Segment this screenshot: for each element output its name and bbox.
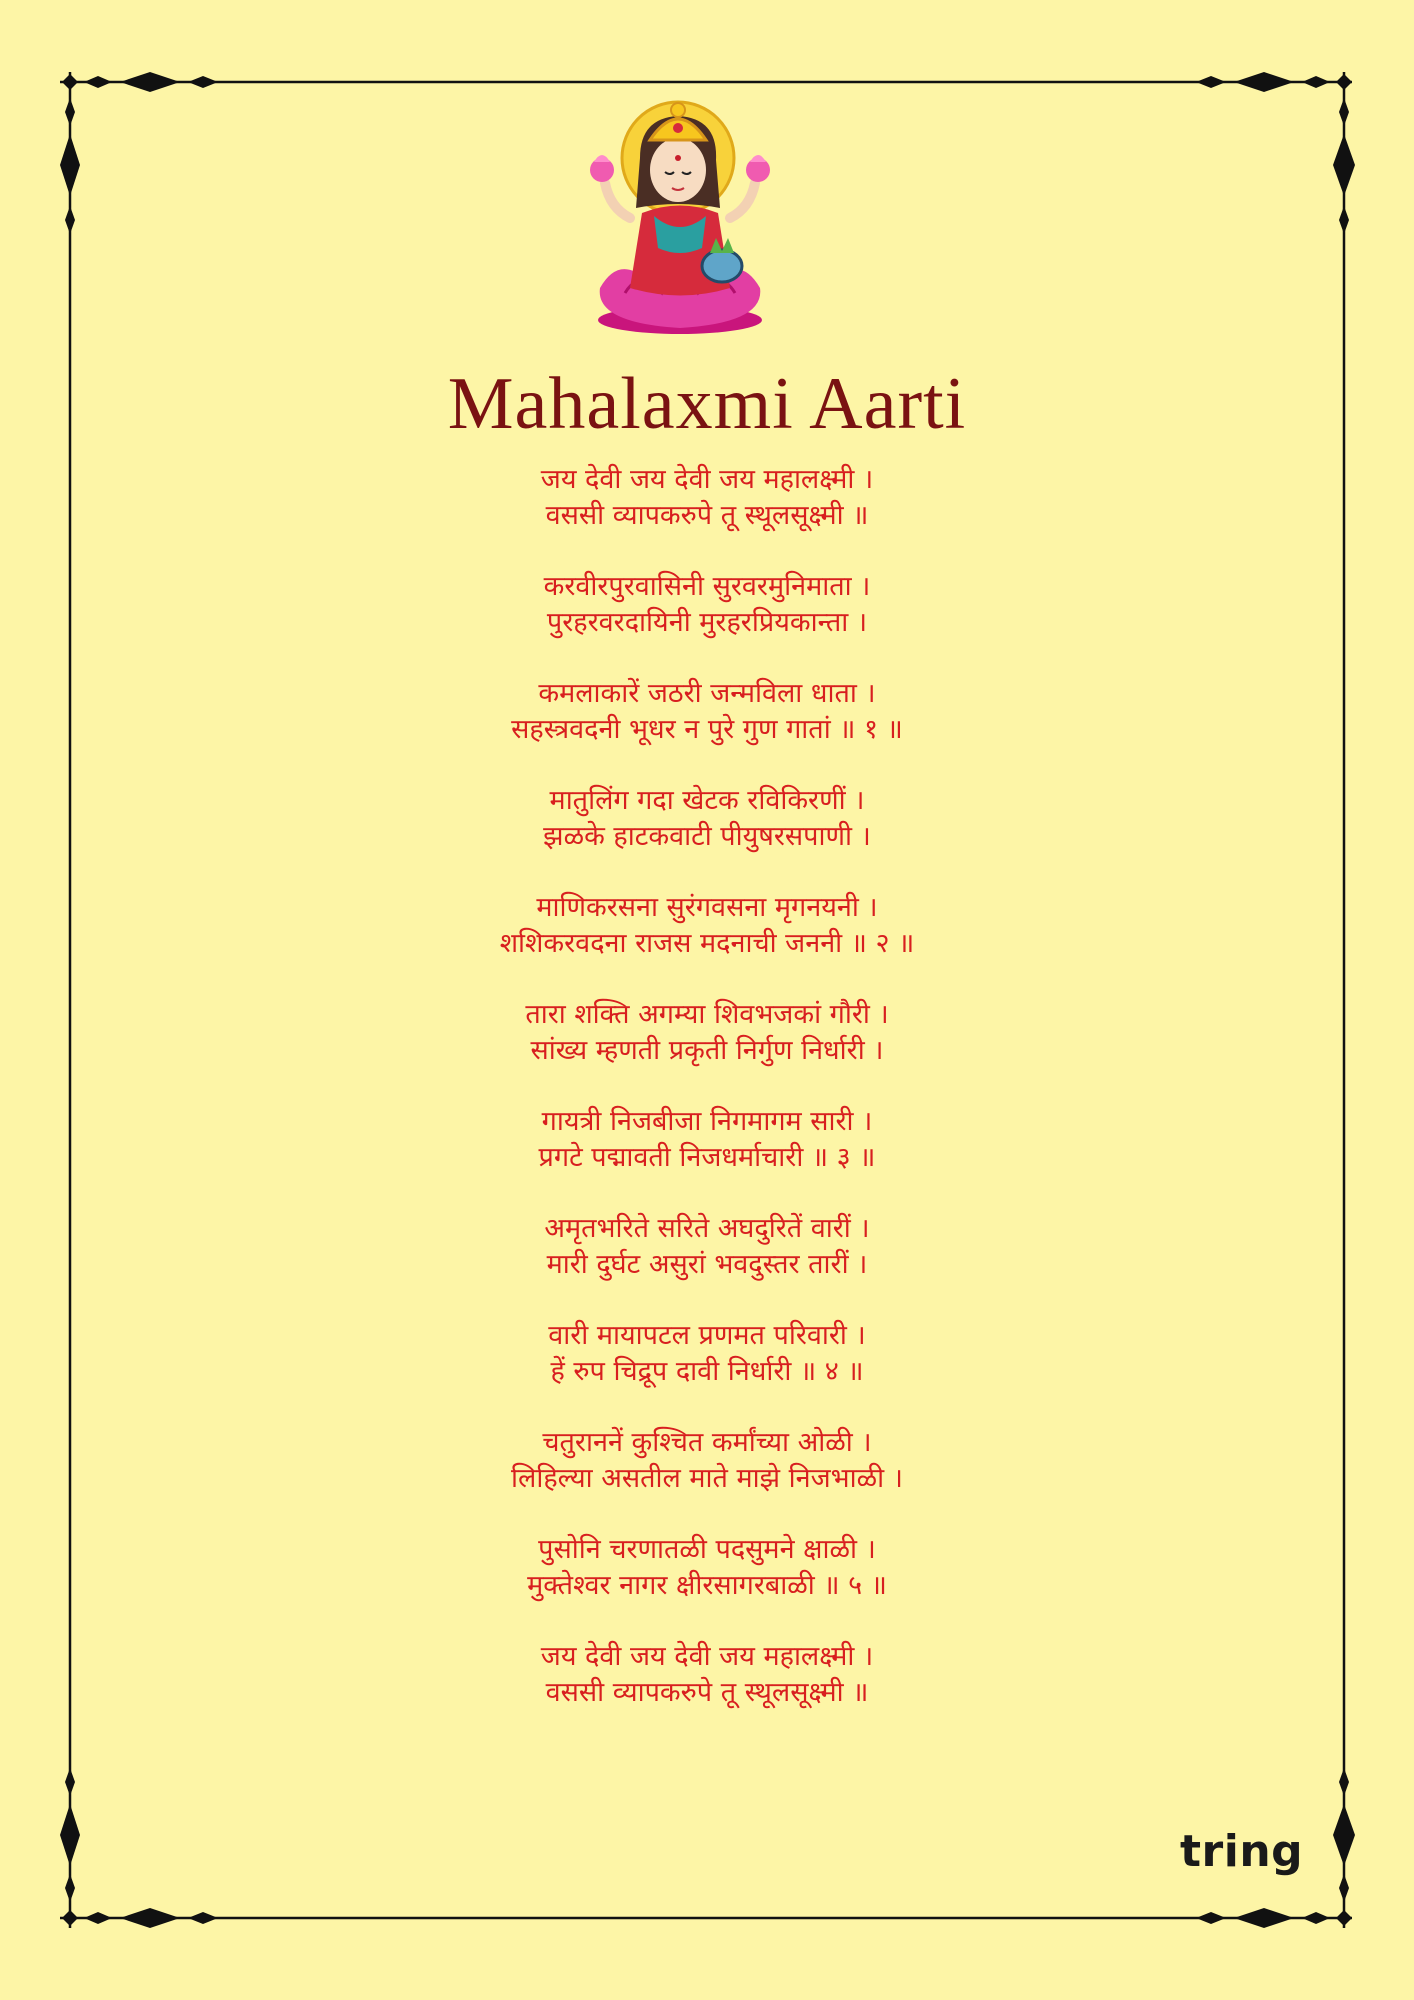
verse-line: कमलाकारें जठरी जन्मविला धाता । — [538, 678, 876, 709]
brand-logo: tring — [1180, 1826, 1304, 1877]
page-title: Mahalaxmi Aarti — [447, 363, 967, 445]
verse-line: मातुलिंग गदा खेटक रविकिरणीं । — [549, 785, 865, 816]
stanza — [0, 462, 1414, 569]
verse-line: चतुराननें कुश्चित कर्मांच्या ओळी । — [542, 1427, 872, 1458]
stanza — [0, 997, 1414, 1104]
verse-line: तारा शक्ति अगम्या शिवभजकां गौरी । — [525, 999, 889, 1030]
verse-line: वससी व्यापकरुपे तू स्थूलसूक्ष्मी ॥ — [545, 500, 869, 531]
stanza — [0, 1639, 1414, 1746]
verse-line: वारी मायापटल प्रणमत परिवारी । — [548, 1320, 866, 1351]
stanza — [0, 783, 1414, 890]
verse-line: जय देवी जय देवी जय महालक्ष्मी । — [540, 464, 874, 495]
stanza — [0, 569, 1414, 676]
goddess-lakshmi-icon — [570, 88, 790, 338]
verse-line: सांख्य म्हणती प्रकृती निर्गुण निर्धारी । — [530, 1035, 884, 1066]
stanza — [0, 1211, 1414, 1318]
verse-line: गायत्री निजबीजा निगमागम सारी । — [541, 1106, 873, 1137]
verse-line: जय देवी जय देवी जय महालक्ष्मी । — [540, 1641, 874, 1672]
stanza — [0, 1318, 1414, 1425]
verse-line: झळके हाटकवाटी पीयुषरसपाणी । — [543, 821, 871, 852]
verse-line: पुसोनि चरणातळी पदसुमने क्षाळी । — [538, 1534, 876, 1565]
verse-line: सहस्त्रवदनी भूधर न पुरे गुण गातां ॥ १ ॥ — [511, 714, 903, 745]
stanza — [0, 1425, 1414, 1532]
verse-line: अमृतभरिते सरिते अघदुरितें वारीं । — [544, 1213, 870, 1244]
stanza — [0, 1532, 1414, 1639]
verse-line: करवीरपुरवासिनी सुरवरमुनिमाता । — [543, 571, 871, 602]
verse-line: हें रुप चिद्रूप दावी निर्धारी ॥ ४ ॥ — [550, 1356, 864, 1387]
aarti-lyrics — [0, 462, 1414, 1746]
stanza — [0, 1104, 1414, 1211]
verse-line: लिहिल्या असतील माते माझे निजभाळी । — [511, 1463, 903, 1494]
verse-line: मुक्तेश्वर नागर क्षीरसागरबाळी ॥ ५ ॥ — [527, 1570, 887, 1601]
verse-line: मारी दुर्घट असुरां भवदुस्तर तारीं । — [546, 1249, 868, 1280]
verse-line: शशिकरवदना राजस मदनाची जननी ॥ २ ॥ — [499, 928, 915, 959]
verse-line: पुरहरवरदायिनी मुरहरप्रियकान्ता । — [546, 607, 868, 638]
verse-line: प्रगटे पद्मावती निजधर्माचारी ॥ ३ ॥ — [538, 1142, 876, 1173]
stanza — [0, 676, 1414, 783]
stanza — [0, 890, 1414, 997]
verse-line: वससी व्यापकरुपे तू स्थूलसूक्ष्मी ॥ — [545, 1677, 869, 1708]
verse-line: माणिकरसना सुरंगवसना मृगनयनी । — [536, 892, 878, 923]
